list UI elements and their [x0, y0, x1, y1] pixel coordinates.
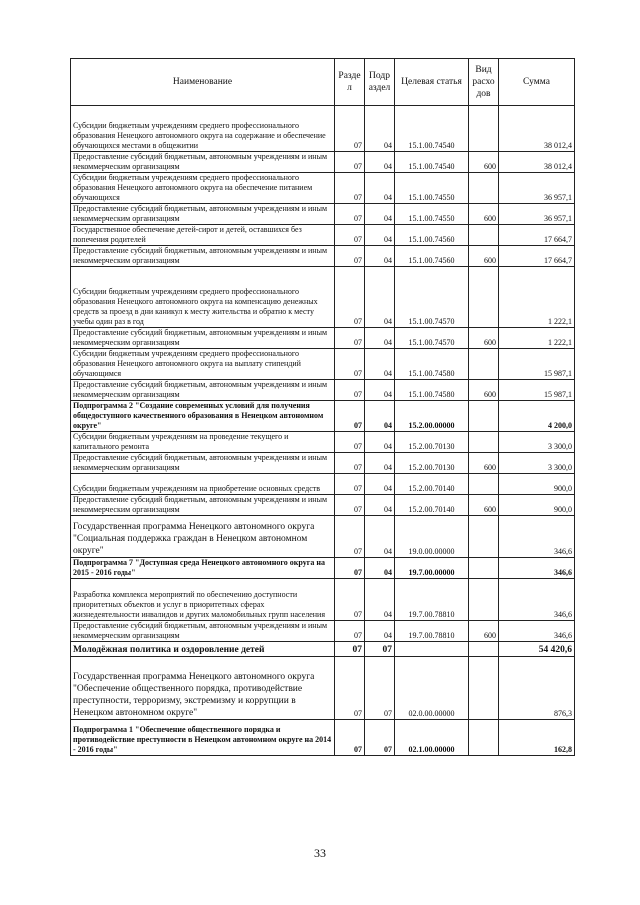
table-row: [71, 495, 575, 516]
cell-name: Государственная программа Ненецкого автономного округа "Обеспечение общественного порядка, противодействие преступности, терроризму, экстремизму и коррупции в Ненецком автономном округе": [71, 657, 335, 720]
cell-sum: 15 987,1: [499, 349, 575, 380]
cell-vid: [469, 516, 499, 558]
header-sum: Сумма: [499, 59, 575, 106]
cell-sum: 162,8: [499, 720, 575, 756]
budget-table: [70, 58, 575, 756]
cell-sum: 54 420,6: [499, 642, 575, 657]
cell-razdel: 07: [335, 558, 365, 579]
table-row: [71, 349, 575, 380]
cell-name: Предоставление субсидий бюджетным, автономным учреждениям и иным некоммерческим организациям: [71, 495, 335, 516]
table-row: [71, 225, 575, 246]
header-razdel: Разде л: [335, 59, 365, 106]
cell-sum: 876,3: [499, 657, 575, 720]
cell-target: 15.1.00.74560: [395, 246, 469, 267]
table-row: [71, 173, 575, 204]
cell-razdel: 07: [335, 173, 365, 204]
cell-name: Предоставление субсидий бюджетным, автономным учреждениям и иным некоммерческим организациям: [71, 453, 335, 474]
cell-razdel: 07: [335, 401, 365, 432]
cell-razdel: 07: [335, 204, 365, 225]
cell-sum: 3 300,0: [499, 432, 575, 453]
table-row: [71, 579, 575, 621]
cell-razdel: 07: [335, 267, 365, 328]
cell-vid: 600: [469, 328, 499, 349]
cell-target: 15.1.00.74570: [395, 267, 469, 328]
cell-sum: 1 222,1: [499, 328, 575, 349]
table-header-row: [71, 59, 575, 106]
cell-razdel: 07: [335, 328, 365, 349]
cell-sum: 15 987,1: [499, 380, 575, 401]
table-row: [71, 328, 575, 349]
cell-podrazdel: 04: [365, 432, 395, 453]
table-row: [71, 380, 575, 401]
page-number: 33: [314, 846, 326, 860]
cell-vid: [469, 579, 499, 621]
cell-sum: 346,6: [499, 516, 575, 558]
cell-target: 19.7.00.00000: [395, 558, 469, 579]
cell-podrazdel: 07: [365, 720, 395, 756]
table-row: [71, 453, 575, 474]
cell-podrazdel: 04: [365, 516, 395, 558]
cell-podrazdel: 04: [365, 474, 395, 495]
table-row: [71, 267, 575, 328]
cell-target: 19.7.00.78810: [395, 621, 469, 642]
cell-name: Разработка комплекса мероприятий по обеспечению доступности приоритетных объектов и услуг в приоритетных сферах жизнедеятельности инвалидов и других маломобильных групп населения: [71, 579, 335, 621]
cell-target: [395, 642, 469, 657]
cell-sum: 346,6: [499, 558, 575, 579]
cell-podrazdel: 04: [365, 328, 395, 349]
cell-razdel: 07: [335, 720, 365, 756]
cell-sum: 3 300,0: [499, 453, 575, 474]
cell-name: Субсидии бюджетным учреждениям среднего профессионального образования Ненецкого автономного округа на компенсацию денежных средств за проезд в дни каникул к месту жительства и обратно к месту учебы один раз в год: [71, 267, 335, 328]
cell-target: 15.1.00.74550: [395, 204, 469, 225]
cell-razdel: 07: [335, 453, 365, 474]
cell-vid: [469, 173, 499, 204]
cell-podrazdel: 04: [365, 267, 395, 328]
cell-target: 15.2.00.70140: [395, 474, 469, 495]
cell-target: 15.2.00.70130: [395, 453, 469, 474]
table-body: [71, 106, 575, 756]
cell-sum: 4 200,0: [499, 401, 575, 432]
cell-target: 19.7.00.78810: [395, 579, 469, 621]
cell-sum: 346,6: [499, 621, 575, 642]
table-row: [71, 621, 575, 642]
header-target: Целевая статья: [395, 59, 469, 106]
cell-razdel: 07: [335, 380, 365, 401]
cell-name: Предоставление субсидий бюджетным, автономным учреждениям и иным некоммерческим организациям: [71, 380, 335, 401]
header-podrazdel: Подр аздел: [365, 59, 395, 106]
cell-target: 19.0.00.00000: [395, 516, 469, 558]
cell-sum: 36 957,1: [499, 204, 575, 225]
cell-podrazdel: 04: [365, 579, 395, 621]
cell-vid: [469, 267, 499, 328]
cell-vid: 600: [469, 204, 499, 225]
cell-podrazdel: 07: [365, 657, 395, 720]
cell-name: Подпрограмма 1 "Обеспечение общественного порядка и противодействие преступности в Ненецком автономном округе на 2014 - 2016 годы": [71, 720, 335, 756]
document-page: [70, 58, 574, 756]
cell-name: Субсидии бюджетным учреждениям среднего профессионального образования Ненецкого автономного округа на содержание и обеспечение обучающихся местами в общежитии: [71, 106, 335, 152]
header-name: Наименование: [71, 59, 335, 106]
cell-target: 15.2.00.70140: [395, 495, 469, 516]
cell-podrazdel: 04: [365, 349, 395, 380]
cell-razdel: 07: [335, 642, 365, 657]
cell-target: 15.2.00.00000: [395, 401, 469, 432]
cell-razdel: 07: [335, 106, 365, 152]
table-row: [71, 401, 575, 432]
cell-podrazdel: 04: [365, 401, 395, 432]
cell-name: Предоставление субсидий бюджетным, автономным учреждениям и иным некоммерческим организациям: [71, 621, 335, 642]
cell-vid: [469, 720, 499, 756]
cell-vid: [469, 225, 499, 246]
table-row: [71, 106, 575, 152]
cell-vid: 600: [469, 621, 499, 642]
cell-sum: 1 222,1: [499, 267, 575, 328]
cell-vid: [469, 474, 499, 495]
cell-sum: 38 012,4: [499, 152, 575, 173]
cell-podrazdel: 04: [365, 495, 395, 516]
cell-podrazdel: 04: [365, 152, 395, 173]
cell-name: Государственная программа Ненецкого автономного округа "Социальная поддержка граждан в Ненецком автономном округе": [71, 516, 335, 558]
cell-vid: 600: [469, 495, 499, 516]
cell-target: 15.1.00.74550: [395, 173, 469, 204]
cell-sum: 900,0: [499, 495, 575, 516]
cell-vid: 600: [469, 380, 499, 401]
cell-razdel: 07: [335, 474, 365, 495]
cell-vid: [469, 106, 499, 152]
cell-vid: [469, 432, 499, 453]
table-row: [71, 152, 575, 173]
cell-target: 15.1.00.74580: [395, 349, 469, 380]
cell-sum: 38 012,4: [499, 106, 575, 152]
cell-razdel: 07: [335, 349, 365, 380]
cell-sum: 900,0: [499, 474, 575, 495]
cell-target: 15.1.00.74540: [395, 152, 469, 173]
cell-razdel: 07: [335, 657, 365, 720]
cell-vid: [469, 401, 499, 432]
cell-razdel: 07: [335, 621, 365, 642]
cell-razdel: 07: [335, 432, 365, 453]
cell-name: Подпрограмма 2 "Создание современных условий для получения общедоступного качественного образования в Ненецком автономном округе": [71, 401, 335, 432]
cell-razdel: 07: [335, 152, 365, 173]
cell-name: Предоставление субсидий бюджетным, автономным учреждениям и иным некоммерческим организациям: [71, 328, 335, 349]
table-row: [71, 204, 575, 225]
cell-razdel: 07: [335, 495, 365, 516]
cell-target: 15.1.00.74560: [395, 225, 469, 246]
table-row: [71, 642, 575, 657]
table-row: [71, 516, 575, 558]
cell-vid: 600: [469, 152, 499, 173]
cell-podrazdel: 04: [365, 380, 395, 401]
cell-vid: 600: [469, 453, 499, 474]
cell-target: 02.0.00.00000: [395, 657, 469, 720]
cell-vid: 600: [469, 246, 499, 267]
cell-target: 15.2.00.70130: [395, 432, 469, 453]
cell-podrazdel: 04: [365, 453, 395, 474]
cell-razdel: 07: [335, 516, 365, 558]
cell-podrazdel: 07: [365, 642, 395, 657]
cell-vid: [469, 349, 499, 380]
cell-name: Государственное обеспечение детей-сирот и детей, оставшихся без попечения родителей: [71, 225, 335, 246]
table-row: [71, 474, 575, 495]
cell-podrazdel: 04: [365, 204, 395, 225]
cell-podrazdel: 04: [365, 621, 395, 642]
table-row: [71, 657, 575, 720]
cell-name: Субсидии бюджетным учреждениям среднего профессионального образования Ненецкого автономного округа на обеспечение питанием обучающихся: [71, 173, 335, 204]
table-row: [71, 720, 575, 756]
table-row: [71, 558, 575, 579]
cell-podrazdel: 04: [365, 106, 395, 152]
cell-podrazdel: 04: [365, 246, 395, 267]
cell-razdel: 07: [335, 246, 365, 267]
cell-target: 15.1.00.74540: [395, 106, 469, 152]
cell-vid: [469, 657, 499, 720]
cell-sum: 36 957,1: [499, 173, 575, 204]
cell-name: Предоставление субсидий бюджетным, автономным учреждениям и иным некоммерческим организациям: [71, 246, 335, 267]
cell-podrazdel: 04: [365, 173, 395, 204]
cell-sum: 17 664,7: [499, 246, 575, 267]
cell-name: Предоставление субсидий бюджетным, автономным учреждениям и иным некоммерческим организациям: [71, 152, 335, 173]
cell-vid: [469, 642, 499, 657]
cell-target: 15.1.00.74570: [395, 328, 469, 349]
cell-target: 02.1.00.00000: [395, 720, 469, 756]
cell-name: Предоставление субсидий бюджетным, автономным учреждениям и иным некоммерческим организациям: [71, 204, 335, 225]
cell-razdel: 07: [335, 579, 365, 621]
cell-podrazdel: 04: [365, 225, 395, 246]
cell-target: 15.1.00.74580: [395, 380, 469, 401]
cell-sum: 17 664,7: [499, 225, 575, 246]
cell-name: Субсидии бюджетным учреждениям на проведение текущего и капитального ремонта: [71, 432, 335, 453]
cell-vid: [469, 558, 499, 579]
cell-name: Субсидии бюджетным учреждениям среднего профессионального образования Ненецкого автономного округа на выплату стипендий обучающимся: [71, 349, 335, 380]
cell-name: Подпрограмма 7 "Доступная среда Ненецкого автономного округа на 2015 - 2016 годы": [71, 558, 335, 579]
header-vid: Вид расхо дов: [469, 59, 499, 106]
cell-name: Молодёжная политика и оздоровление детей: [71, 642, 335, 657]
cell-name: Субсидии бюджетным учреждениям на приобретение основных средств: [71, 474, 335, 495]
cell-sum: 346,6: [499, 579, 575, 621]
table-row: [71, 432, 575, 453]
cell-podrazdel: 04: [365, 558, 395, 579]
table-row: [71, 246, 575, 267]
cell-razdel: 07: [335, 225, 365, 246]
